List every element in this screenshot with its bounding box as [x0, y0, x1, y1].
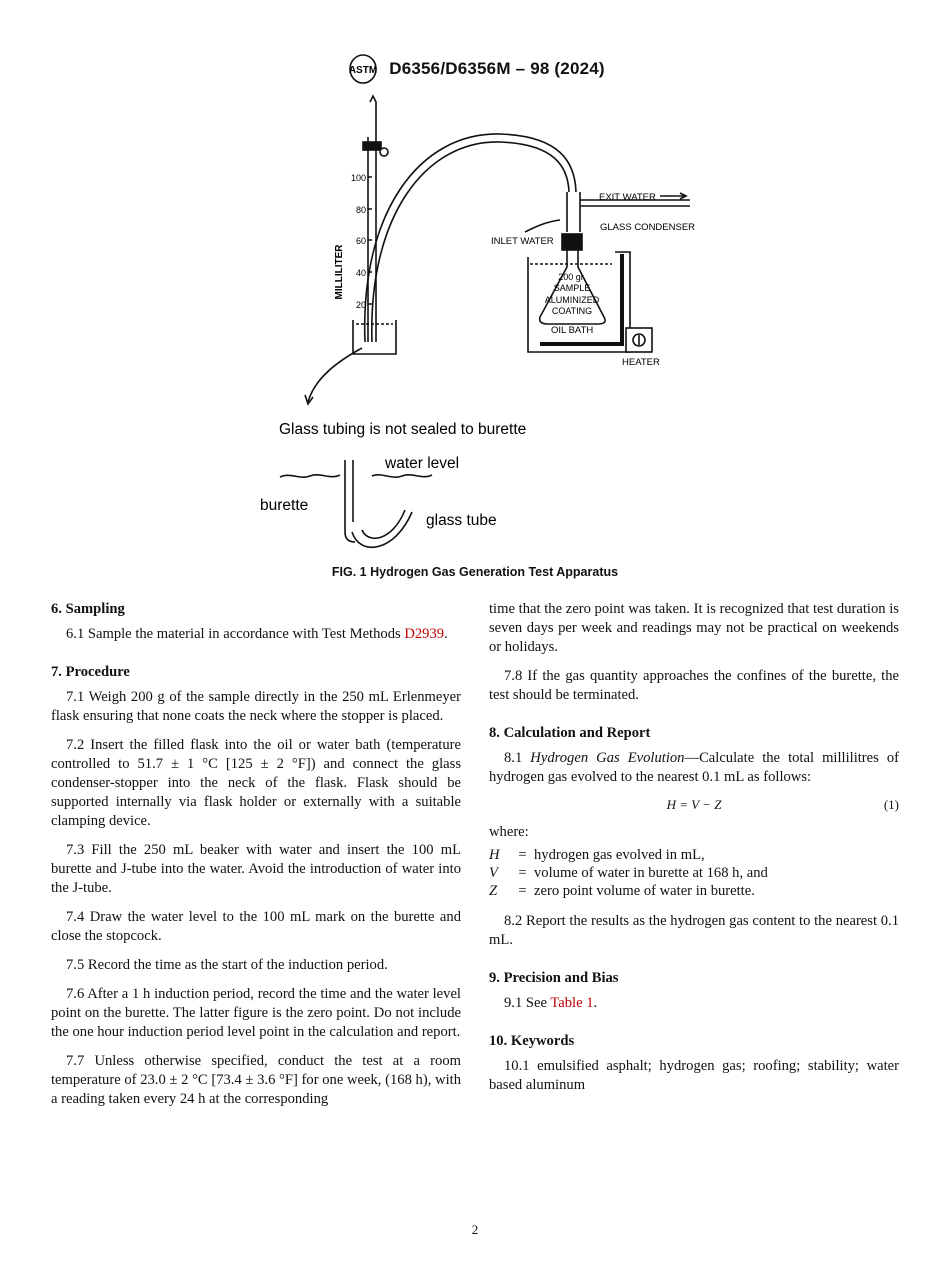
equals: =	[518, 883, 527, 899]
right-column	[489, 600, 899, 1105]
paragraph-7-2: 7.2 Insert the filled flask into the oil or water bath (temperature controlled to 51.7 ± 1 °C [125 ± 2 °F]) and connect the glass condenser-stopper into the neck of the flask. Flask should be supported internally via flask holder or externally with a suitable clamping device.	[51, 737, 461, 829]
sample-label-line: 200 gr.	[558, 272, 586, 282]
where-label: where:	[489, 824, 529, 840]
section-heading: 6. Sampling	[51, 601, 125, 617]
definition-row	[489, 864, 899, 882]
punctuation: .	[593, 995, 598, 1011]
burette-top	[370, 96, 376, 137]
tick-label: 20	[355, 300, 366, 310]
reference-link[interactable]: D2939	[404, 626, 445, 642]
equals: =	[518, 847, 527, 863]
paragraph-7-3: 7.3 Fill the 250 mL beaker with water and insert the 100 mL burette and J-tube into the water. Avoid the introduction of water into the J-tube.	[51, 842, 461, 896]
condenser	[567, 192, 580, 232]
tick-label: 60	[355, 236, 366, 246]
tick-label: 40	[355, 268, 366, 278]
detail-water-right	[372, 475, 432, 477]
tick-label: 80	[355, 205, 366, 215]
burette-label: burette	[260, 497, 309, 514]
astm-logo-text: ASTM	[349, 65, 378, 76]
definition-text: volume of water in burette at 168 h, and	[534, 865, 768, 881]
paragraph-number: 8.1	[504, 750, 531, 766]
paragraph-7-6: 7.6 After a 1 h induction period, record the time and the water level point on the burette. The latter figure is the zero point. Do not include the one hour induction period level point in the calculation and report.	[51, 986, 461, 1040]
astm-logo-icon	[345, 53, 381, 85]
definitions-list	[489, 846, 899, 900]
term: Hydrogen Gas Evolution	[530, 750, 685, 766]
definition-text: hydrogen gas evolved in mL,	[534, 847, 705, 863]
sample-label-line: ALUMINIZED	[544, 295, 600, 305]
heater-label: HEATER	[622, 357, 660, 368]
stopper	[562, 234, 582, 250]
paragraph-text: 6.1 Sample the material in accordance with Test Methods	[66, 626, 405, 642]
section-heading: 9. Precision and Bias	[489, 970, 619, 986]
left-column	[51, 600, 461, 1119]
page-number: 2	[471, 1222, 479, 1237]
definition-text: zero point volume of water in burette.	[534, 883, 755, 899]
paragraph-8-1	[489, 749, 899, 787]
standard-designation: D6356/D6356M – 98 (2024)	[389, 59, 605, 78]
equation-1	[489, 795, 899, 817]
document-header	[0, 52, 950, 86]
water-level-label: water level	[385, 455, 460, 472]
paragraph-7-1: 7.1 Weigh 200 g of the sample directly in the 250 mL Erlenmeyer flask ensuring that none coats the neck where the stopper is placed.	[51, 689, 461, 724]
glass-condenser-label: GLASS CONDENSER	[600, 222, 696, 233]
paragraph-text: 9.1 See	[504, 995, 551, 1011]
symbol: H	[489, 847, 500, 863]
table-reference-link[interactable]: Table 1	[550, 995, 594, 1011]
symbol: Z	[489, 883, 498, 899]
definition-row	[489, 882, 899, 900]
figure-caption: FIG. 1 Hydrogen Gas Generation Test Apparatus	[331, 565, 619, 579]
paragraph-6-1	[51, 625, 461, 644]
equals: =	[518, 865, 527, 881]
paragraph-7-8: 7.8 If the gas quantity approaches the confines of the burette, the test should be terminated.	[489, 668, 899, 703]
stopcock	[363, 142, 381, 150]
tick-label: 100	[350, 173, 366, 183]
detail-pointer	[308, 348, 362, 402]
symbol: V	[489, 865, 498, 881]
section-heading: 10. Keywords	[489, 1033, 575, 1049]
paragraph-7-5: 7.5 Record the time as the start of the induction period.	[66, 957, 388, 973]
equation-text: H = V − Z	[666, 797, 722, 812]
milliliter-axis-label: MILLILITER	[334, 244, 345, 300]
detail-title: Glass tubing is not sealed to burette	[279, 421, 527, 438]
paragraph-10-1: 10.1 emulsified asphalt; hydrogen gas; roofing; stability; water based aluminum	[489, 1058, 899, 1093]
sample-label-line: COATING	[551, 306, 593, 316]
oil-bath-label: OIL BATH	[551, 325, 594, 336]
section-heading: 7. Procedure	[51, 664, 130, 680]
glass-tube-label: glass tube	[426, 512, 497, 529]
detail-glass-tube	[352, 512, 412, 547]
definition-row	[489, 846, 899, 864]
inlet-water-arrow	[525, 220, 560, 232]
paragraph-9-1	[489, 994, 899, 1013]
paragraph-text: —Calculate the total millilitres of hydrogen gas evolved to the nearest 0.1 mL as follows:	[489, 750, 900, 785]
stopcock-knob	[380, 148, 388, 156]
paragraph-7-7-continued: time that the zero point was taken. It is recognized that test duration is seven days per week and readings may not be practical on weekends or holidays.	[489, 601, 899, 655]
sample-label-line: SAMPLE	[553, 283, 591, 293]
exit-water-label: EXIT WATER	[599, 192, 656, 203]
inlet-water-label: INLET WATER	[491, 236, 554, 247]
apparatus-figure	[0, 92, 950, 562]
detail-water-left	[280, 475, 340, 477]
paragraph-7-7: 7.7 Unless otherwise specified, conduct the test at a room temperature of 23.0 ± 2 °C [73.4 ± 3.6 °F] for one week, (168 h), with a reading taken every 24 h at the corresponding	[51, 1053, 461, 1107]
paragraph-8-2: 8.2 Report the results as the hydrogen gas content to the nearest 0.1 mL.	[489, 913, 899, 948]
equation-number: (1)	[883, 797, 899, 812]
section-heading: 8. Calculation and Report	[489, 725, 651, 741]
paragraph-7-4: 7.4 Draw the water level to the 100 mL mark on the burette and close the stopcock.	[51, 909, 461, 944]
punctuation: .	[444, 626, 448, 642]
